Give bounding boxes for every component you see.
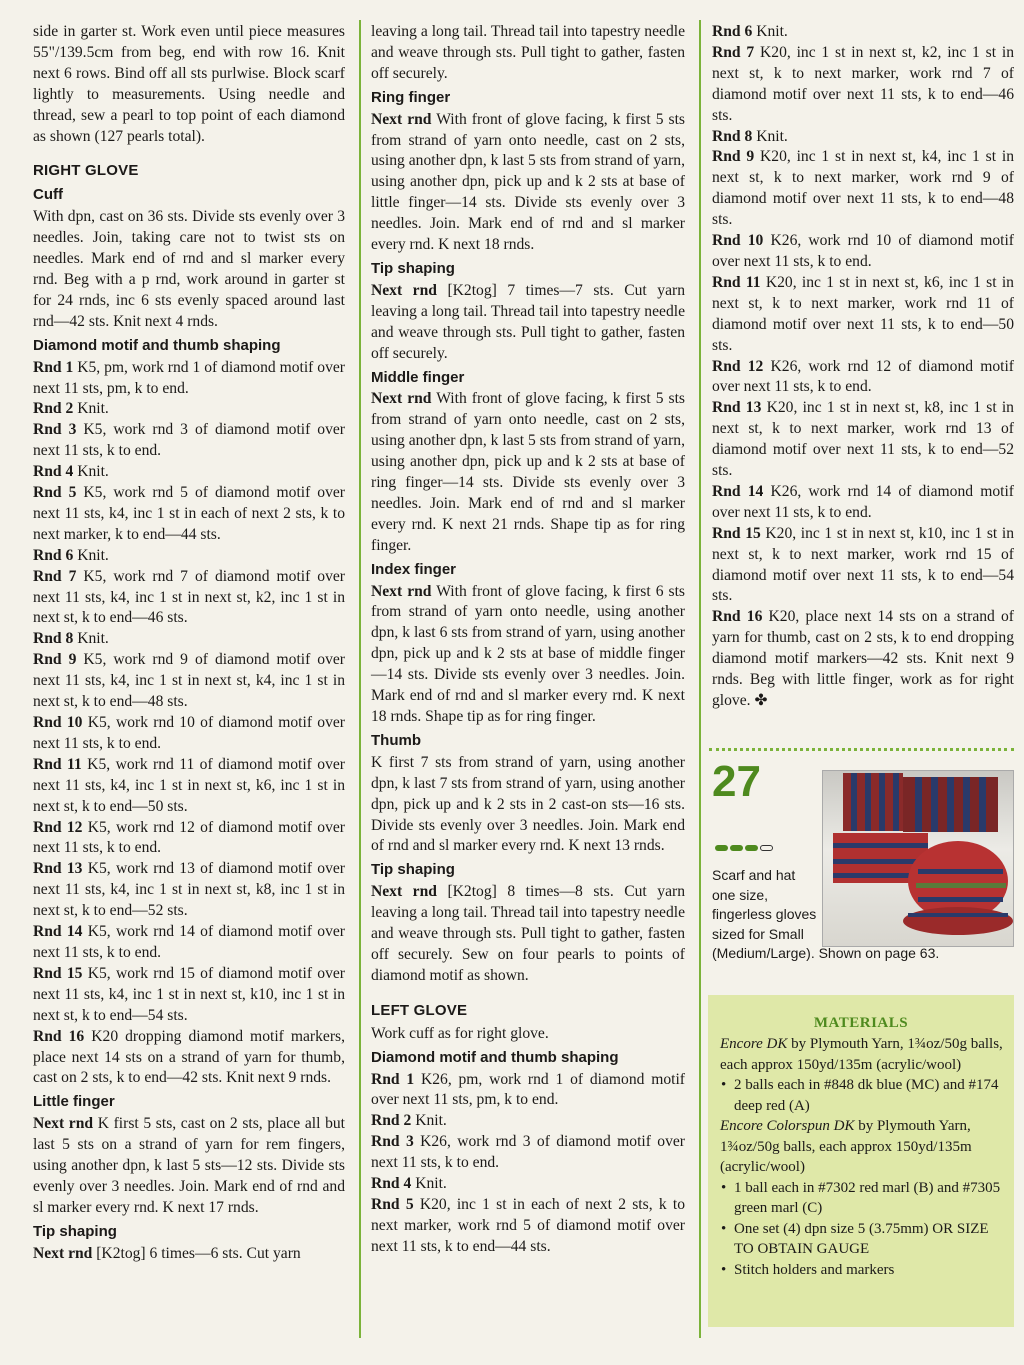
tip-shaping-heading: Tip shaping — [371, 259, 455, 277]
round-instruction: Rnd 3 K26, work rnd 3 of diamond motif over next 11 sts, k to end. — [371, 1133, 686, 1172]
round-instruction: Rnd 8 Knit. — [33, 630, 109, 648]
round-instruction: Rnd 16 K20, place next 14 sts on a strand of yarn for thumb, cast on 2 sts, k to end dropping diamond motif markers—42 sts. Knit next 9 rnds. Beg with little finger, work as for right glove. ✤ — [712, 608, 1014, 709]
column-divider — [359, 20, 361, 1338]
caption-line: (Medium/Large). Shown on page 63. — [712, 945, 940, 962]
cuff-heading: Cuff — [33, 186, 63, 204]
tip-shaping-text: Next rnd [K2tog] 6 times—6 sts. Cut yarn — [33, 1244, 301, 1262]
round-instruction: Rnd 11 K20, inc 1 st in next st, k6, inc 1 st in next st, k to next marker, work rnd 11 of diamond motif over next 11 sts, k to end—50 sts. — [712, 273, 1014, 354]
round-instruction: Rnd 9 K20, inc 1 st in next st, k4, inc 1 st in next st, k to next marker, work rnd 9 of diamond motif over next 11 sts, k to end—48 sts. — [712, 148, 1014, 229]
left-glove-text: Work cuff as for right glove. — [371, 1024, 549, 1042]
skill-bar-empty — [760, 845, 773, 851]
materials-title: MATERIALS — [813, 1015, 909, 1031]
skill-level-icon — [715, 839, 785, 849]
materials-body — [708, 1032, 1014, 1280]
round-instruction: Rnd 1 K26, pm, work rnd 1 of diamond motif over next 11 sts, pm, k to end. — [371, 1070, 685, 1109]
list-item: • 2 balls each in #848 dk blue (MC) and #174 deep red (A) — [734, 1075, 1006, 1116]
round-instruction: Rnd 10 K5, work rnd 10 of diamond motif over next 11 sts, k to end. — [33, 714, 345, 752]
round-instruction: Rnd 4 Knit. — [33, 463, 109, 481]
round-instruction: Rnd 7 K5, work rnd 7 of diamond motif over next 11 sts, k4, inc 1 st in next st, k2, inc 1 st in next st, k to end—46 sts. — [33, 567, 345, 627]
column-divider — [699, 20, 701, 1338]
diamond-motif-heading: Diamond motif and thumb shaping — [33, 336, 281, 354]
caption-line: sized for Small — [712, 925, 804, 942]
round-instruction: Rnd 11 K5, work rnd 11 of diamond motif over next 11 sts, k4, inc 1 st in next st, k6, inc 1 st in next st, k to end—50 sts. — [33, 755, 345, 815]
round-instruction: Rnd 6 Knit. — [712, 23, 788, 40]
tip-shaping-heading: Tip shaping — [33, 1222, 117, 1240]
skill-bar-filled — [715, 845, 728, 851]
round-instruction: Rnd 15 K20, inc 1 st in next st, k10, inc 1 st in next st, k to next marker, work rnd 15 of diamond motif over next 11 sts, k to end—54 sts. — [712, 524, 1014, 605]
tip-continuation-text: leaving a long tail. Thread tail into tapestry needle and weave through sts. Pull tight to gather, fasten off securely. — [371, 23, 685, 82]
ring-finger-text: Next rnd With front of glove facing, k first 5 sts from strand of yarn onto needle, cast on 2 sts, using another dpn, k last 5 sts from strand of yarn, using another dpn, pick up and k 2 sts at base of little finger—14 sts. Divide sts evenly over 3 needles. Join. Mark end of rnd and sl marker every rnd. K next 18 rnds. — [371, 110, 685, 254]
tip-shaping-heading-2: Tip shaping — [371, 861, 455, 879]
round-instruction: Rnd 13 K20, inc 1 st in next st, k8, inc 1 st in next st, k to next marker, work rnd 13 of diamond motif over next 11 sts, k to end—52 sts. — [712, 399, 1014, 480]
index-finger-heading: Index finger — [371, 560, 457, 578]
round-instruction: Rnd 5 K5, work rnd 5 of diamond motif over next 11 sts, k4, inc 1 st in each of next 2 sts, k to next marker, k to end—44 sts. — [33, 484, 345, 543]
right-glove-heading: RIGHT GLOVE — [33, 162, 139, 180]
column-2 — [371, 22, 685, 1258]
round-instruction: Rnd 12 K26, work rnd 12 of diamond motif over next 11 sts, k to end. — [712, 357, 1014, 396]
left-glove-rounds — [371, 1070, 685, 1258]
tip-shaping-text-2: Next rnd [K2tog] 8 times—8 sts. Cut yarn leaving a long tail. Thread tail into tapestry needle and weave through sts. Pull tight to gather, fasten off securely. Sew on four pearls to points of diamond motif as shown. — [371, 883, 685, 984]
ring-finger-heading: Ring finger — [371, 88, 451, 106]
middle-finger-text: Next rnd With front of glove facing, k first 5 sts from strand of yarn onto needle, cast on 2 sts, using another dpn, k last 5 sts from strand of yarn, using another dpn, pick up and k 2 sts at base of ring finger—14 sts. Divide sts evenly over 3 needles. Join. Mark end of rnd and sl marker every rnd. K next 21 rnds. Shape tip as for ring finger. — [371, 390, 685, 554]
caption-line: one size, — [712, 886, 769, 903]
round-instruction: Rnd 9 K5, work rnd 9 of diamond motif over next 11 sts, k4, inc 1 st in next st, k4, inc 1 st in next st, k to end—48 sts. — [33, 651, 345, 711]
column-3 — [712, 22, 1014, 712]
list-item: • One set (4) dpn size 5 (3.75mm) OR SIZE TO OBTAIN GAUGE — [734, 1219, 1006, 1260]
round-instruction: Rnd 10 K26, work rnd 10 of diamond motif over next 11 sts, k to end. — [712, 232, 1014, 270]
pattern-number: 27 — [712, 757, 761, 806]
skill-bar-filled — [745, 845, 758, 851]
round-instruction: Rnd 3 K5, work rnd 3 of diamond motif over next 11 sts, k to end. — [33, 421, 345, 460]
round-instruction: Rnd 14 K5, work rnd 14 of diamond motif over next 11 sts, k to end. — [33, 923, 345, 961]
round-instruction: Rnd 1 K5, pm, work rnd 1 of diamond motif over next 11 sts, pm, k to end. — [33, 358, 345, 397]
little-finger-heading: Little finger — [33, 1093, 115, 1111]
left-glove-rounds-cont — [712, 22, 1014, 712]
thumb-text: K first 7 sts from strand of yarn, using another dpn, k last 7 sts from strand of yarn, using another dpn, pick up and k 2 sts in 2 cast-on sts—16 sts. Divide sts evenly over 3 needles. Join. Mark end of rnd and sl marker every rnd. K next 13 rnds. — [371, 753, 685, 855]
round-instruction: Rnd 2 Knit. — [33, 400, 109, 418]
column-1 — [33, 22, 345, 1265]
cuff-text: With dpn, cast on 36 sts. Divide sts evenly over 3 needles. Join, taking care not to twist sts on needles. Mark end of rnd and sl marker every rnd. Beg with a p rnd, work around in garter st for 24 rnds, inc 6 sts evenly spaced around last rnd—42 sts. Knit next 4 rnds. — [33, 208, 345, 330]
round-instruction: Rnd 12 K5, work rnd 12 of diamond motif over next 11 sts, k to end. — [33, 818, 345, 857]
round-instruction: Rnd 6 Knit. — [33, 546, 109, 564]
middle-finger-heading: Middle finger — [371, 368, 465, 386]
section-divider — [709, 748, 1014, 751]
round-instruction: Rnd 13 K5, work rnd 13 of diamond motif over next 11 sts, k4, inc 1 st in next st, k8, inc 1 st in next st, k to end—52 sts. — [33, 860, 345, 920]
thumb-heading: Thumb — [371, 731, 421, 749]
round-instruction: Rnd 15 K5, work rnd 15 of diamond motif over next 11 sts, k4, inc 1 st in next st, k10, inc 1 st in next st, k to end—54 sts. — [33, 964, 345, 1024]
round-instruction: Rnd 5 K20, inc 1 st in each of next 2 sts, k to next marker, work rnd 5 of diamond motif over next 11 sts, k to end—44 sts. — [371, 1195, 685, 1255]
round-instruction: Rnd 7 K20, inc 1 st in next st, k2, inc 1 st in next st, k to next marker, work rnd 7 of diamond motif over next 11 sts, k to end—46 sts. — [712, 43, 1014, 124]
pattern-caption — [712, 866, 1012, 964]
tip-shaping-text: Next rnd [K2tog] 7 times—7 sts. Cut yarn leaving a long tail. Thread tail into tapestry needle and weave through sts. Pull tight to gather, fasten off securely. — [371, 281, 685, 362]
diamond-motif-heading: Diamond motif and thumb shaping — [371, 1048, 619, 1066]
materials-box — [708, 995, 1014, 1327]
round-instruction: Rnd 4 Knit. — [371, 1175, 447, 1193]
round-instruction: Rnd 2 Knit. — [371, 1112, 447, 1130]
yarn-1: Encore DK by Plymouth Yarn, 1¾oz/50g balls, each approx 150yd/135m (acrylic/wool) — [720, 1036, 1003, 1073]
right-glove-rounds — [33, 358, 345, 1090]
caption-line: fingerless gloves — [712, 906, 817, 923]
yarn-2: Encore Colorspun DK by Plymouth Yarn, 1¾oz/50g balls, each approx 150yd/135m (acrylic/wool) — [720, 1118, 972, 1175]
materials-list — [720, 1178, 1006, 1281]
round-instruction: Rnd 14 K26, work rnd 14 of diamond motif over next 11 sts, k to end. — [712, 482, 1014, 521]
yarn-1-list — [720, 1075, 1006, 1116]
scarf-finishing-text: side in garter st. Work even until piece measures 55"/139.5cm from beg, end with row 16. Knit next 6 rows. Bind off all sts purlwise. Block scarf lightly to measurements. Using needle and thread, sew a pearl to top point of each diamond as shown (127 pearls total). — [33, 23, 345, 145]
caption-line: Scarf and hat — [712, 867, 796, 883]
end-mark-icon: ✤ — [754, 692, 768, 709]
index-finger-text: Next rnd With front of glove facing, k first 6 sts from strand of yarn onto needle, using another dpn, k last 6 sts from strand of yarn, using another dpn, pick up and k 2 sts at base of middle finger—14 sts. Divide sts evenly over 3 needles. Join. Mark end of rnd and sl marker every rnd. K next 18 rnds. Shape tip as for ring finger. — [371, 582, 685, 725]
skill-bar-filled — [730, 845, 743, 851]
left-glove-heading: LEFT GLOVE — [371, 1001, 468, 1019]
little-finger-text: Next rnd K first 5 sts, cast on 2 sts, place all but last 5 sts on a strand of yarn for rem fingers, using another dpn, k last 5 sts—12 sts. Divide sts evenly over 3 needles. Join. Mark end of rnd and sl marker every rnd. K next 17 rnds. — [33, 1115, 345, 1216]
round-instruction: Rnd 16 K20 dropping diamond motif markers, place next 14 sts on a strand of yarn for thumb, cast on 2 sts, k to end—42 sts. Knit next 9 rnds. — [33, 1027, 345, 1087]
list-item: • 1 ball each in #7302 red marl (B) and #7305 green marl (C) — [734, 1178, 1006, 1219]
list-item: • Stitch holders and markers — [734, 1260, 1006, 1281]
round-instruction: Rnd 8 Knit. — [712, 127, 788, 145]
